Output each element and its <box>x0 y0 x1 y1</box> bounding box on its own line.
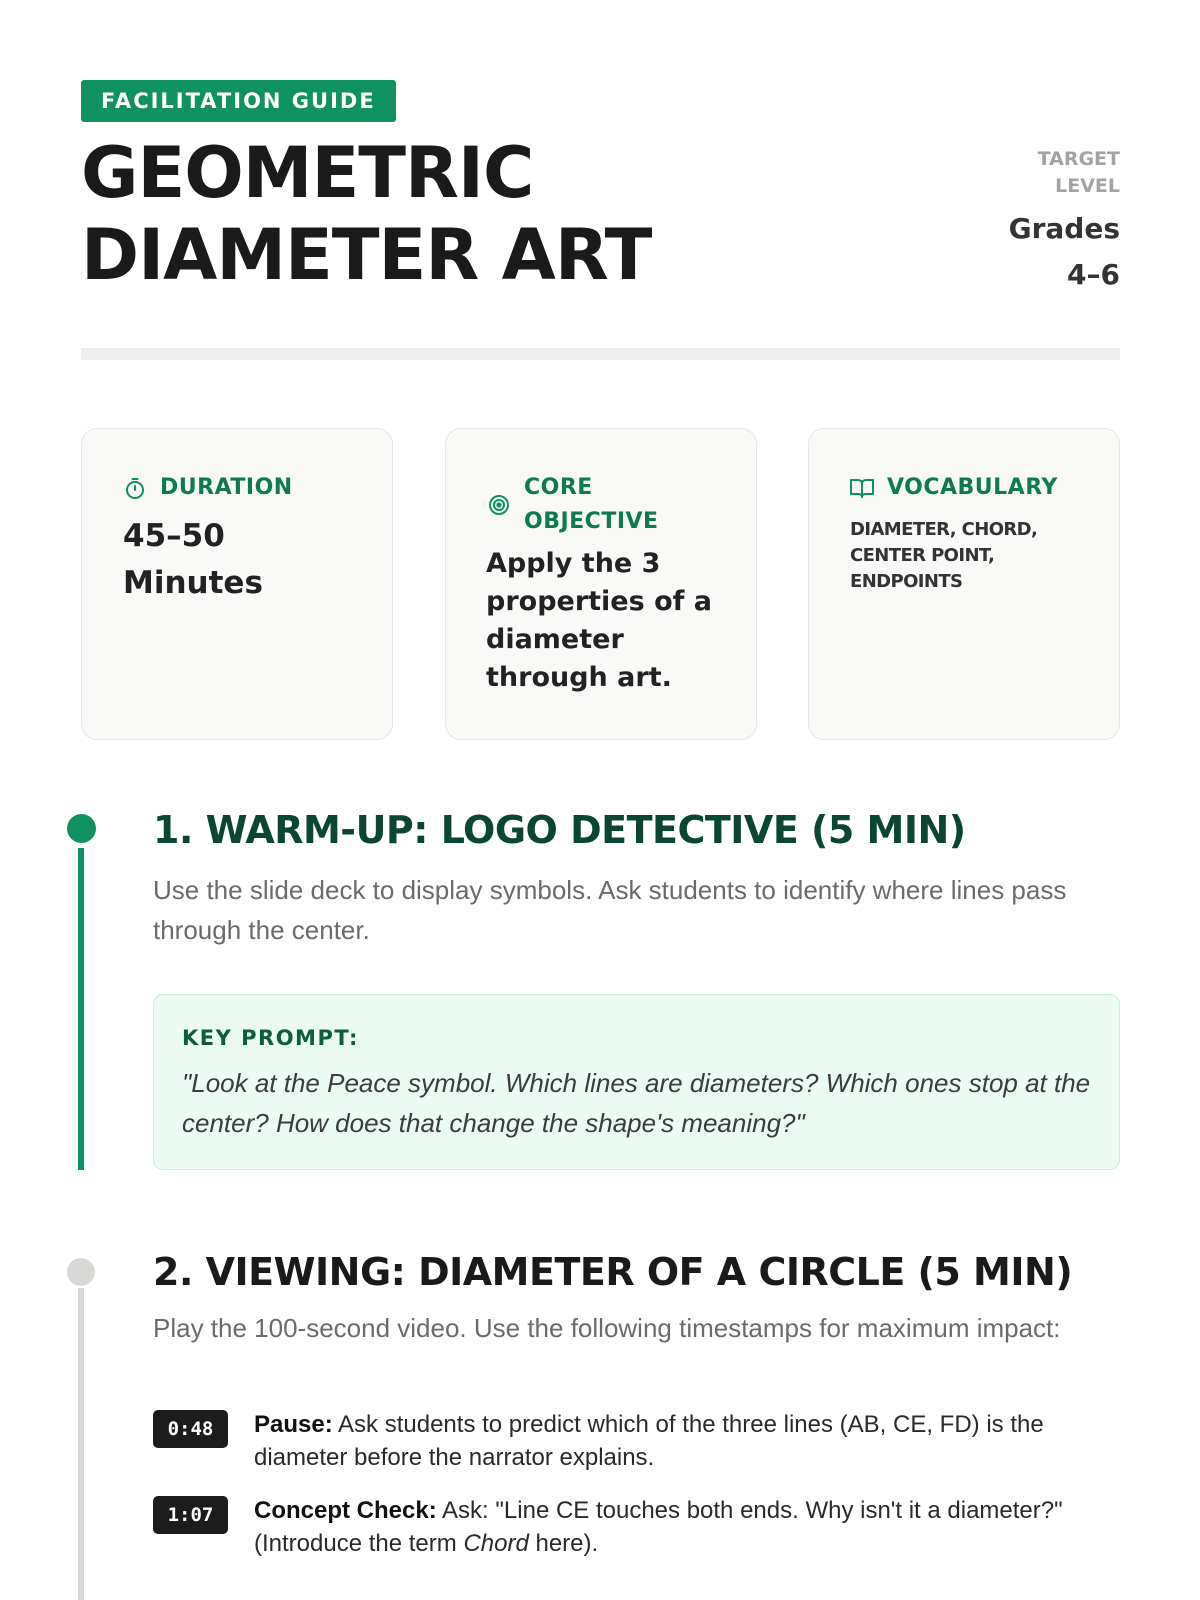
timeline-dot-active <box>67 814 96 843</box>
section-title: 1. WARM-UP: LOGO DETECTIVE (5 MIN) <box>153 808 966 852</box>
core-objective-text <box>486 545 712 697</box>
timestamp-instruction <box>254 1494 1120 1560</box>
duration-card <box>81 428 393 740</box>
duration-value-line-2: Minutes <box>123 565 263 601</box>
vocabulary-terms-line-2: CENTER POINT, <box>850 545 995 566</box>
duration-label: DURATION <box>160 475 293 500</box>
core-objective-text-line-1: Apply the 3 <box>486 548 661 579</box>
timestamp-text: Ask: "Line CE touches both ends. Why isn't it a diameter?" (Introduce the term <box>254 1497 1063 1557</box>
target-level-label <box>900 146 1120 200</box>
timeline-dot-inactive <box>67 1258 95 1286</box>
timestamp-chip[interactable]: 0:48 <box>153 1410 228 1448</box>
page-title <box>81 132 841 296</box>
stopwatch-icon <box>122 475 148 501</box>
section-description: Use the slide deck to display symbols. Ask students to identify where lines pass through the center. <box>153 875 1067 945</box>
timestamp-label: Concept Check: <box>254 1497 437 1524</box>
target-level-label-line-2: LEVEL <box>1055 175 1120 197</box>
duration-card-header <box>122 471 372 505</box>
vocabulary-terms <box>850 517 1037 595</box>
info-cards <box>81 428 1120 740</box>
target-level-value-line-1: Grades <box>1008 212 1120 245</box>
core-objective-label-line-2: OBJECTIVE <box>524 509 659 534</box>
key-prompt-box <box>153 994 1120 1170</box>
target-level-value <box>900 206 1120 298</box>
core-objective-text-line-4: through art. <box>486 662 672 693</box>
section-title: 2. VIEWING: DIAMETER OF A CIRCLE (5 MIN) <box>153 1250 1073 1294</box>
key-prompt-label: KEY PROMPT: <box>182 1026 359 1050</box>
core-objective-label-line-1: CORE <box>524 475 593 500</box>
vocabulary-label: VOCABULARY <box>887 475 1058 500</box>
core-objective-text-line-3: diameter <box>486 624 624 655</box>
vocabulary-card-header <box>849 471 1099 505</box>
timestamp-instruction <box>254 1408 1120 1474</box>
duration-value-line-1: 45–50 <box>123 518 225 554</box>
target-level-label-line-1: TARGET <box>1037 148 1120 170</box>
facilitation-guide-page <box>81 0 1120 1600</box>
timestamp-emphasis: Chord <box>463 1530 529 1557</box>
vocabulary-terms-line-3: ENDPOINTS <box>850 571 963 592</box>
vocabulary-terms-line-1: DIAMETER, CHORD, <box>850 519 1038 540</box>
timeline-line-active <box>78 848 84 1170</box>
duration-value <box>123 513 263 607</box>
section-description: Play the 100-second video. Use the following timestamps for maximum impact: <box>153 1313 1061 1343</box>
core-objective-text-line-2: properties of a <box>486 586 713 617</box>
target-level <box>900 146 1120 298</box>
timestamp-chip[interactable]: 1:07 <box>153 1496 228 1534</box>
book-open-icon <box>849 475 875 501</box>
facilitation-guide-badge: FACILITATION GUIDE <box>81 80 396 122</box>
page-title-line-1: GEOMETRIC <box>81 132 534 214</box>
timeline-line-inactive <box>78 1288 84 1600</box>
timestamp-text-after: here). <box>535 1530 599 1557</box>
page-title-line-2: DIAMETER ART <box>81 214 652 296</box>
timestamp-label: Pause: <box>254 1411 333 1438</box>
target-level-value-line-2: 4–6 <box>1067 258 1120 291</box>
target-icon <box>486 492 512 518</box>
key-prompt-quote: "Look at the Peace symbol. Which lines are diameters? Which ones stop at the center? How does that change the shape's meaning?" <box>182 1068 1091 1138</box>
core-objective-card-header <box>486 471 736 539</box>
core-objective-card <box>445 428 757 740</box>
header-divider <box>81 348 1120 360</box>
timestamp-text: Ask students to predict which of the three lines (AB, CE, FD) is the diameter before the narrator explains. <box>254 1411 1044 1471</box>
vocabulary-card <box>808 428 1120 740</box>
core-objective-label <box>524 471 659 539</box>
